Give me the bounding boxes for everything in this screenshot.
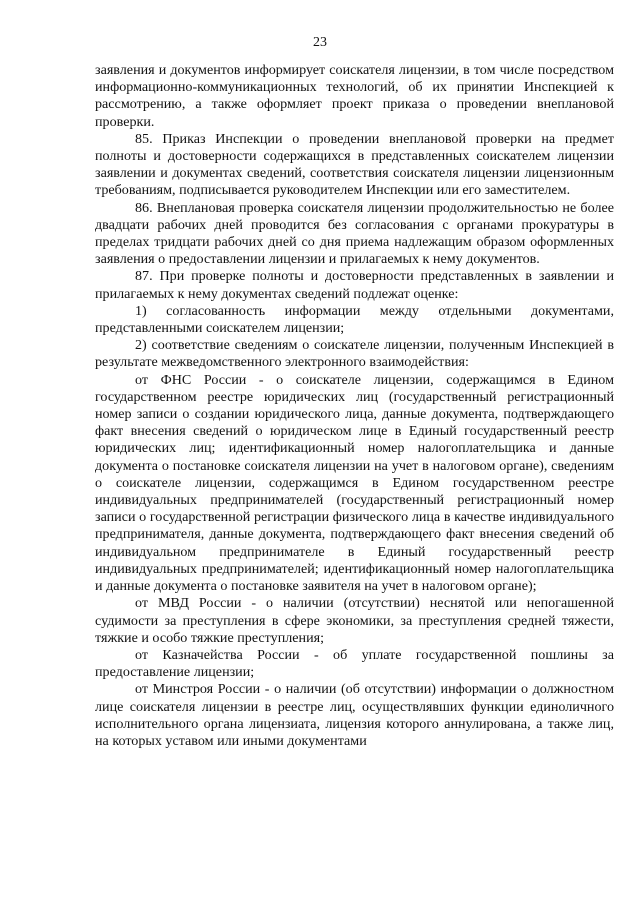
paragraph-87: 87. При проверке полноты и достоверности представленных в заявлении и прилагаемых к нему документах сведений подлежат оценке: — [95, 268, 614, 302]
paragraph-86: 86. Внеплановая проверка соискателя лицензии продолжительностью не более двадцати рабочих дней проводится без согласования с органами прокуратуры в пределах тридцати рабочих дней со дня приема надлежащим образом оформленных заявления о предоставлении лицензии и прилагаемых к нему документов. — [95, 199, 614, 268]
list-item-2: 2) соответствие сведениям о соискателе лицензии, полученным Инспекцией в результате межведомственного электронного взаимодействия: — [95, 337, 614, 371]
list-item-1: 1) согласованность информации между отдельными документами, представленными соискателем лицензии; — [95, 302, 614, 337]
document-body — [95, 62, 614, 750]
page-number: 23 — [313, 35, 327, 50]
paragraph-minstroy: от Минстроя России - о наличии (об отсутствии) информации о должностном лице соискателя лицензии в реестре лиц, осуществлявших функции единоличного исполнительного органа лицензиата, лицензия которого аннулирована, а также лиц, на которых уставом или иными документами — [95, 681, 614, 749]
paragraph-85: 85. Приказ Инспекции о проведении внеплановой проверки на предмет полноты и достоверности содержащихся в представленных соискателем лицензии заявлении и документах сведений, соответствия соискателя лицензии лицензионным требованиям, подписывается руководителем Инспекции или его заместителем. — [95, 130, 614, 199]
paragraph-fns: от ФНС России - о соискателе лицензии, содержащимся в Едином государственном реестре юридических лиц (государственный регистрационный номер записи о создании юридического лица, данные документа, подтверждающего факт внесения сведений о юридическом лице в Единый государственный реестр юридических лиц; идентификационный номер налогоплательщика и данные документа о постановке соискателя лицензии на учет в налоговом органе), сведениям о соискателе лицензии, содержащимся в Едином государственном реестре индивидуальных предпринимателей (государственный регистрационный номер записи о государственной регистрации физического лица в качестве индивидуального предпринимателя, данные документа, подтверждающего факт внесения сведений об индивидуальном предпринимателе в Единый государственный реестр индивидуальных предпринимателей; идентификационный номер налогоплательщика и данные документа о постановке заявителя на учет в налоговом органе); — [95, 371, 614, 595]
paragraph-continuation: заявления и документов информирует соискателя лицензии, в том числе посредством информационно-коммуникационных технологий, об их принятии Инспекцией к рассмотрению, а также оформляет проект приказа о проведении внеплановой проверки. — [95, 62, 614, 130]
paragraph-mvd: от МВД России - о наличии (отсутствии) неснятой или непогашенной судимости за преступления в сфере экономики, за преступления средней тяжести, тяжкие и особо тяжкие преступления; — [95, 595, 614, 646]
paragraph-treasury: от Казначейства России - об уплате государственной пошлины за предоставление лицензии; — [95, 646, 614, 681]
